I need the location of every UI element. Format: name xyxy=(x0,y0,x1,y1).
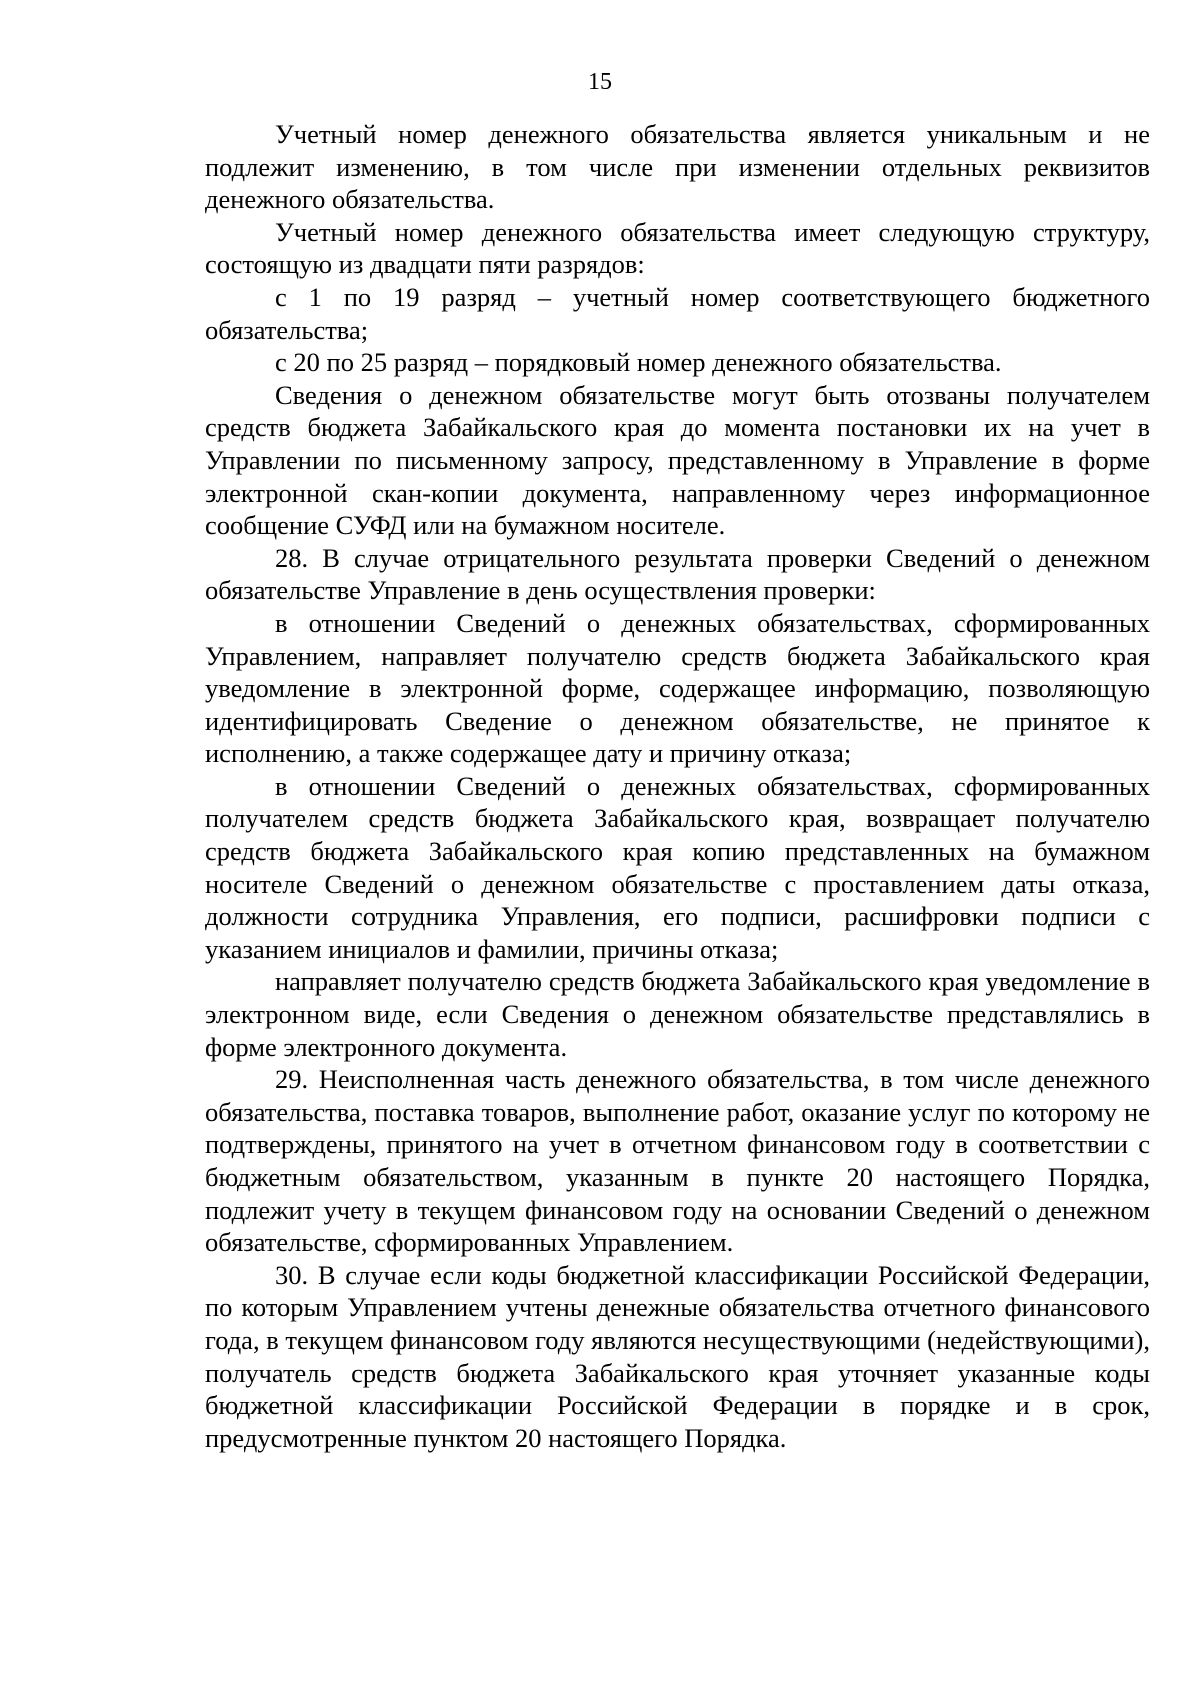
paragraph-item-28: 28. В случае отрицательного результата проверки Сведений о денежном обязательстве Управление в день осуществления проверки: xyxy=(205,542,1150,606)
paragraph-account-number-unique: Учетный номер денежного обязательства является уникальным и не подлежит изменению, в том числе при изменении отдельных реквизитов денежного обязательства. xyxy=(205,119,1150,215)
paragraph-account-number-structure: Учетный номер денежного обязательства имеет следующую структуру, состоящую из двадцати пяти разрядов: xyxy=(205,216,1150,280)
document-body xyxy=(205,118,1150,1454)
paragraph-digits-20-25: с 20 по 25 разряд – порядковый номер денежного обязательства. xyxy=(275,347,1002,378)
page-number: 15 xyxy=(588,69,612,95)
paragraph-item-29: 29. Неисполненная часть денежного обязательства, в том числе денежного обязательства, поставка товаров, выполнение работ, оказание услуг по которому не подтверждены, принятого на учет в отчетном финансовом году в соответствии с бюджетным обязательством, указанным в пункте 20 настоящего Порядка, подлежит учету в текущем финансовом году на основании Сведений о денежном обязательстве, сформированных Управлением. xyxy=(205,1064,1150,1258)
paragraph-item-30: 30. В случае если коды бюджетной классификации Российской Федерации, по которым Управлением учтены денежные обязательства отчетного финансового года, в текущем финансовом году являются несуществующими (недействующими), получатель средств бюджета Забайкальского края уточняет указанные коды бюджетной классификации Российской Федерации в порядке и в срок, предусмотренные пунктом 20 настоящего Порядка. xyxy=(205,1259,1150,1453)
paragraph-digits-1-19: с 1 по 19 разряд – учетный номер соответствующего бюджетного обязательства; xyxy=(205,281,1150,345)
paragraph-item-28-managed: в отношении Сведений о денежных обязательствах, сформированных Управлением, направляет получателю средств бюджета Забайкальского края уведомление в электронной форме, содержащее информацию, позволяющую идентифицировать Сведение о денежном обязательстве, не принятое к исполнению, а также содержащее дату и причину отказа; xyxy=(205,607,1150,769)
paragraph-item-28-recipient: в отношении Сведений о денежных обязательствах, сформированных получателем средств бюджета Забайкальского края, возвращает получателю средств бюджета Забайкальского края копию представленных на бумажном носителе Сведений о денежном обязательстве с проставлением даты отказа, должности сотрудника Управления, его подписи, расшифровки подписи с указанием инициалов и фамилии, причины отказа; xyxy=(205,770,1150,964)
paragraph-recall-information: Сведения о денежном обязательстве могут быть отозваны получателем средств бюджета Забайкальского края до момента постановки их на учет в Управлении по письменному запросу, представленному в Управление в форме электронной скан-копии документа, направленному через информационное сообщение СУФД или на бумажном носителе. xyxy=(205,379,1150,541)
paragraph-item-28-notice: направляет получателю средств бюджета Забайкальского края уведомление в электронном виде, если Сведения о денежном обязательстве представлялись в форме электронного документа. xyxy=(205,966,1150,1062)
